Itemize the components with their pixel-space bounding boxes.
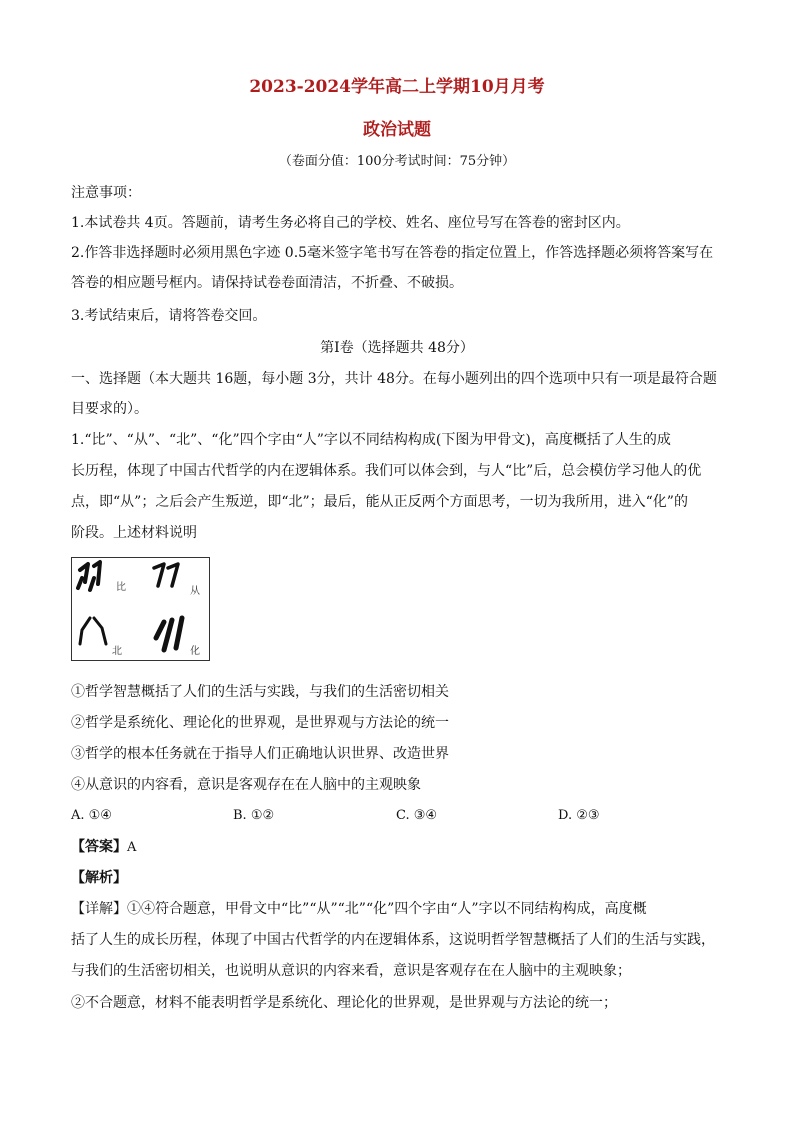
glyph-bi: [78, 562, 100, 590]
answer-label: 【答案】: [71, 839, 127, 855]
detail-line: 括了人生的成长历程，体现了中国古代哲学的内在逻辑体系，这说明哲学智慧概括了人们的生活与实践，: [71, 932, 715, 948]
section-intro: 目要求的）。: [71, 401, 148, 417]
question-stem: 阶段。上述材料说明: [71, 525, 197, 541]
oracle-bone-figure: [71, 557, 210, 661]
option-c: C. ③④: [396, 808, 438, 823]
exam-info: （卷面分值：100分考试时间：75分钟）: [278, 154, 516, 169]
option-b: B. ①②: [233, 808, 275, 823]
question-stem: 1.“比”、“从”、“北”、“化”四个字由“人”字以不同结构构成(下图为甲骨文)，高度概括了人生的成: [71, 432, 671, 448]
subject-title: 政治试题: [363, 120, 431, 140]
question-stem: 点，即“从”；之后会产生叛逆，即“北”；最后，能从正反两个方面思考，一切为我所用，进入“化”的: [71, 494, 688, 510]
option-a: A. ①④: [71, 808, 112, 823]
oracle-bone-glyphs: [72, 558, 208, 659]
section-title: 第Ⅰ卷（选择题共 48分）: [320, 340, 474, 356]
glyph-cong: [154, 564, 178, 586]
option-d: D. ②③: [558, 808, 600, 823]
answer-value: A: [127, 840, 137, 855]
notice-heading: 注意事项：: [71, 185, 141, 201]
notice-item: 1.本试卷共 4页。答题前，请考生务必将自己的学校、姓名、座位号写在答卷的密封区内。: [71, 215, 630, 231]
figure-label: 化: [190, 646, 200, 657]
notice-item: 2.作答非选择题时必须用黑色字迹 0.5毫米签字笔书写在答卷的指定位置上，作答选择题必须将答案写在: [71, 245, 714, 261]
answer-line: [71, 837, 726, 858]
figure-label: 从: [190, 586, 200, 597]
detail-line: ②不合题意，材料不能表明哲学是系统化、理论化的世界观，是世界观与方法论的统一；: [71, 995, 617, 1011]
statement-item: ①哲学智慧概括了人们的生活与实践，与我们的生活密切相关: [71, 684, 449, 700]
notice-item: 3.考试结束后，请将答卷交回。: [71, 308, 267, 324]
detail-line: 与我们的生活密切相关，也说明从意识的内容来看，意识是客观存在在人脑中的主观映象；: [71, 963, 631, 979]
section-intro: 一、选择题（本大题共 16题，每小题 3分，共计 48分。在每小题列出的四个选项中只有一项是最符合题: [71, 371, 717, 387]
detail-line: 【详解】①④符合题意，甲骨文中“比”“从”“北”“化”四个字由“人”字以不同结构构成，高度概: [71, 901, 647, 917]
question-stem: 长历程，体现了中国古代哲学的内在逻辑体系。我们可以体会到，与人“比”后，总会模仿学习他人的优: [71, 463, 702, 479]
exam-title: 2023-2024学年高二上学期10月月考: [249, 77, 545, 97]
analysis-label: 【解析】: [71, 870, 127, 886]
statement-item: ④从意识的内容看，意识是客观存在在人脑中的主观映象: [71, 777, 421, 793]
glyph-bei: [80, 618, 106, 644]
statement-item: ②哲学是系统化、理论化的世界观，是世界观与方法论的统一: [71, 715, 449, 731]
glyph-hua: [156, 618, 182, 650]
figure-label: 比: [116, 582, 126, 593]
statement-item: ③哲学的根本任务就在于指导人们正确地认识世界、改造世界: [71, 746, 449, 762]
figure-label: 北: [112, 646, 122, 657]
notice-item: 答卷的相应题号框内。请保持试卷卷面清洁，不折叠、不破损。: [71, 275, 463, 291]
